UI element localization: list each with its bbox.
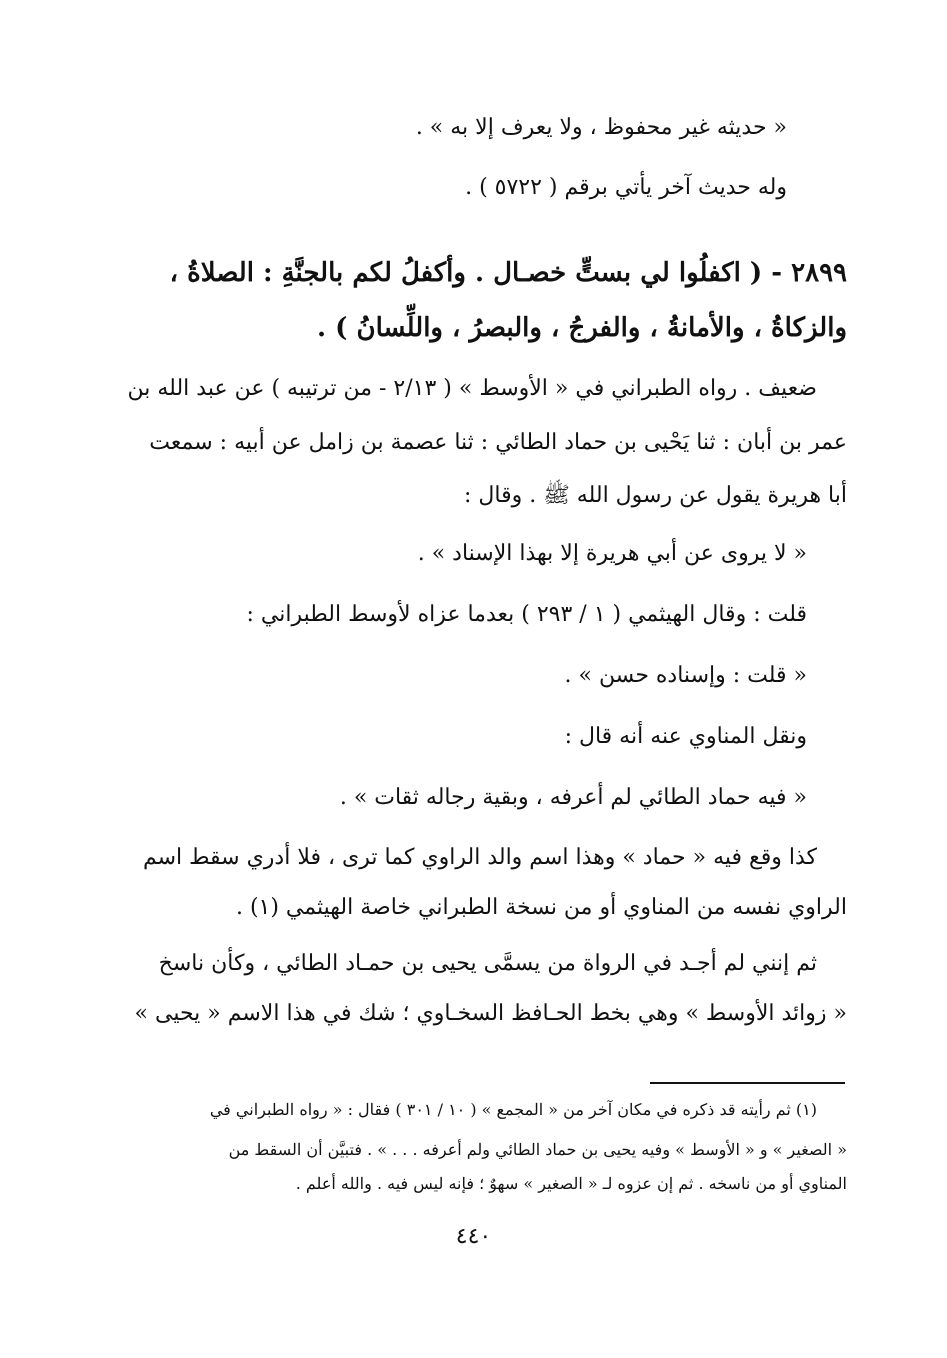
munawi-intro: ونقل المناوي عنه أنه قال :: [564, 724, 807, 749]
footnote-line-1: (١) ثم رأيته قد ذكره في مكان آخر من « المجمع » ( ١٠ / ٣٠١ ) فقال : « رواه الطبراني في: [209, 1100, 817, 1119]
hadith-heading-line-1: ٢٨٩٩ - ( اكفلُوا لي بستٍّ خصـال . وأكفلُ لكم بالجنَّةِ : الصلاةُ ،: [169, 258, 847, 288]
footnote-line-2: « الصغير » و « الأوسط » وفيه يحيى بن حماد الطائي ولم أعرفه . . . » . فتبيَّن أن السقط من: [228, 1140, 847, 1159]
quote-hadith-not-preserved: « حديثه غير محفوظ ، ولا يعرف إلا به » .: [415, 115, 787, 140]
note-line-1: كذا وقع فيه « حماد » وهذا اسم والد الراوي كما ترى ، فلا أدري سقط اسم: [142, 845, 817, 870]
haythami-intro: قلت : وقال الهيثمي ( ١ / ٢٩٣ ) بعدما عزاه لأوسط الطبراني :: [246, 602, 807, 627]
final-line-1: ثم إنني لم أجـد في الرواة من يسمَّى يحيى بن حمـاد الطائي ، وكأن ناسخ: [158, 951, 817, 976]
grading-line-1: ضعيف . رواه الطبراني في « الأوسط » ( ٢/١٣ - من ترتيبه ) عن عبد الله بن: [127, 376, 817, 401]
footnote-line-3: المناوي أو من ناسخه . ثم إن عزوه لـ « الصغير » سهوٌ ؛ فإنه ليس فيه . والله أعلم .: [295, 1174, 847, 1193]
hadith-heading-line-2: والزكاةُ ، والأمانةُ ، والفرجُ ، والبصرُ ، واللِّسانُ ) .: [317, 313, 847, 343]
quote-hammad: « فيه حماد الطائي لم أعرفه ، وبقية رجاله ثقات » .: [339, 785, 807, 810]
quote-hasan: « قلت : وإسناده حسن » .: [564, 663, 807, 688]
final-line-2: « زوائد الأوسط » وهي بخط الحـافظ السخـاوي ؛ شك في هذا الاسم « يحيى »: [134, 1001, 847, 1026]
grading-line-3: أبا هريرة يقول عن رسول الله ﷺ . وقال :: [464, 483, 847, 508]
grading-line-2: عمر بن أبان : ثنا يَحْيى بن حماد الطائي : ثنا عصمة بن زامل عن أبيه : سمعت: [149, 430, 847, 455]
cross-reference-line: وله حديث آخر يأتي برقم ( ٥٧٢٢ ) .: [465, 175, 787, 200]
note-line-2: الراوي نفسه من المناوي أو من نسخة الطبراني خاصة الهيثمي (١) .: [235, 895, 847, 920]
footnote-separator: [650, 1082, 845, 1084]
page-number: ٤٤٠: [455, 1224, 492, 1249]
quote-isnad: « لا يروى عن أبي هريرة إلا بهذا الإسناد » .: [417, 541, 807, 566]
